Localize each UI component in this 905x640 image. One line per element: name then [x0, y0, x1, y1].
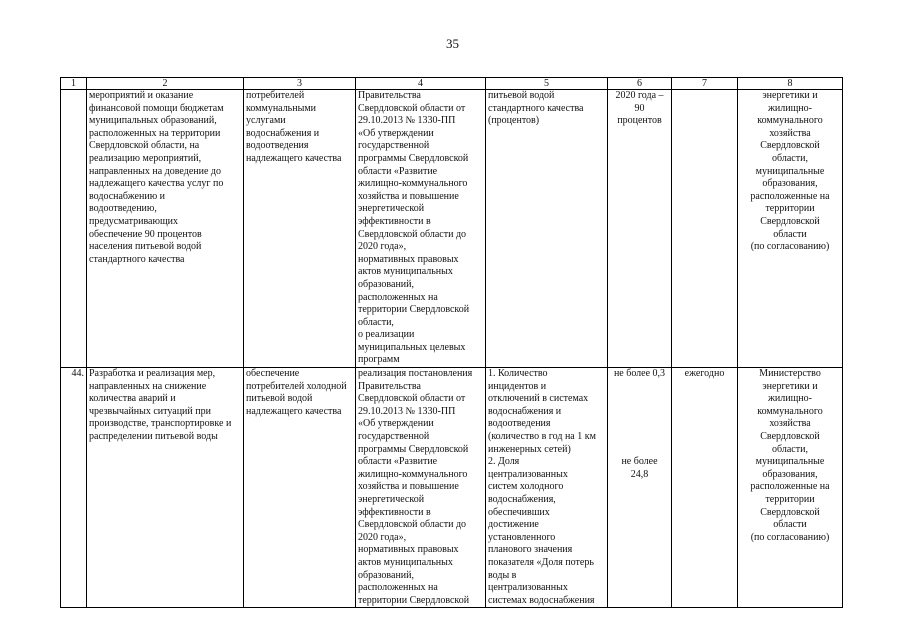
indicator-cell: 1. Количество инцидентов и отключений в системах водоснабжения и водоотведения (количество в год на 1 км инженерных сетей) 2. Доля централизованных систем холодного водоснабжения, обеспечивших достижение установленного планового значения показателя «Доля потерь воды в централизованных системах водоснабжения: [486, 368, 608, 608]
header-col-4: 4: [356, 78, 486, 90]
header-row: [61, 78, 843, 90]
indicator-cell: питьевой водой стандартного качества (процентов): [486, 90, 608, 368]
header-col-5: 5: [486, 78, 608, 90]
measures-table: [60, 77, 843, 608]
table-row: [61, 90, 843, 368]
header-col-7: 7: [672, 78, 738, 90]
measure-cell: Разработка и реализация мер, направленных на снижение количества аварий и чрезвычайных ситуаций при производстве, транспортировке и распределении питьевой воды: [87, 368, 244, 608]
mechanism-cell: реализация постановления Правительства Свердловской области от 29.10.2013 № 1330-ПП «Об утверждении государственной программы Свердловской области «Развитие жилищно-коммунального хозяйства и повышение энергетической эффективности в Свердловской области до 2020 года», нормативных правовых актов муниципальных образований, расположенных на территории Свердловской: [356, 368, 486, 608]
goal-cell: потребителей коммунальными услугами водоснабжения и водоотведения надлежащего качества: [244, 90, 356, 368]
page-number: 35: [446, 36, 459, 51]
header-col-6: 6: [608, 78, 672, 90]
header-col-3: 3: [244, 78, 356, 90]
row-number: 44.: [61, 368, 87, 608]
goal-cell: обеспечение потребителей холодной питьевой водой надлежащего качества: [244, 368, 356, 608]
header-col-1: 1: [61, 78, 87, 90]
value-cell: не более 0,3 не более 24,8: [608, 368, 672, 608]
mechanism-cell: Правительства Свердловской области от 29.10.2013 № 1330-ПП «Об утверждении государственной программы Свердловской области «Развитие жилищно-коммунального хозяйства и повышение энергетической эффективности в Свердловской области до 2020 года», нормативных правовых актов муниципальных образований, расположенных на территории Свердловской области, о реализации муниципальных целевых программ: [356, 90, 486, 368]
executor-cell: Министерство энергетики и жилищно- коммунального хозяйства Свердловской области, муниципальные образования, расположенные на территории Свердловской области (по согласованию): [738, 368, 843, 608]
term-cell: ежегодно: [672, 368, 738, 608]
row-number: [61, 90, 87, 368]
term-cell: [672, 90, 738, 368]
executor-cell: энергетики и жилищно- коммунального хозяйства Свердловской области, муниципальные образования, расположенные на территории Свердловской области (по согласованию): [738, 90, 843, 368]
header-col-2: 2: [87, 78, 244, 90]
measure-cell: мероприятий и оказание финансовой помощи бюджетам муниципальных образований, расположенных на территории Свердловской области, на реализацию мероприятий, направленных на доведение до надлежащего качества услуг по водоснабжению и водоотведению, предусматривающих обеспечение 90 процентов населения питьевой водой стандартного качества: [87, 90, 244, 368]
value-cell: 2020 года – 90 процентов: [608, 90, 672, 368]
table-row: [61, 368, 843, 608]
header-col-8: 8: [738, 78, 843, 90]
